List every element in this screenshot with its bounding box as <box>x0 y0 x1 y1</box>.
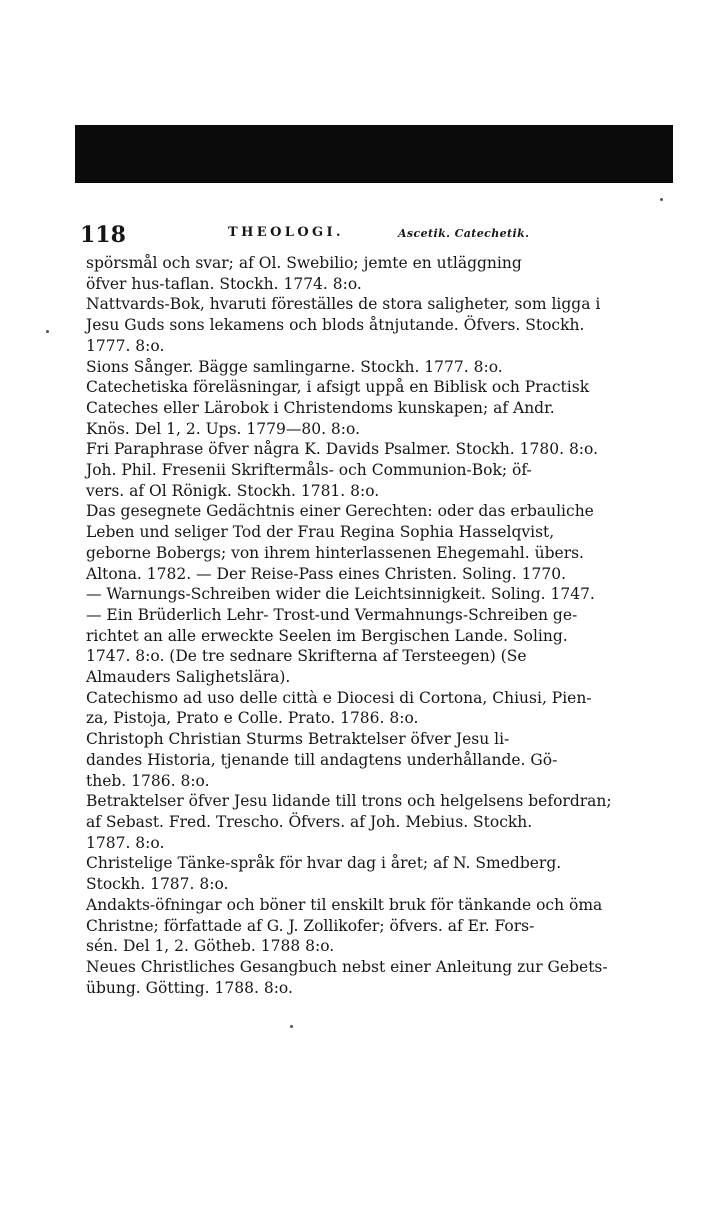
entry-line: Christelige Tänke-språk för hvar dag i året; af N. Smedberg. <box>86 854 562 873</box>
entry-line: Andakts-öfningar och böner til enskilt bruk för tänkande och öma <box>86 895 603 914</box>
bibliography-entry <box>86 853 672 894</box>
entry-line: übung. Götting. 1788. 8:o. <box>86 978 293 997</box>
page-number: 118 <box>80 222 126 248</box>
entry-line: za, Pistoja, Prato e Colle. Prato. 1786. 8:o. <box>86 709 419 728</box>
section-title: THEOLOGI. <box>228 225 344 240</box>
entry-line: theb. 1786. 8:o. <box>86 771 210 790</box>
bibliography-entry <box>86 729 672 791</box>
bibliography-entry <box>86 377 672 439</box>
entry-line: Knös. Del 1, 2. Ups. 1779—80. 8:o. <box>86 419 361 438</box>
entry-line: Jesu Guds sons lekamens och blods åtnjutande. Öfvers. Stockh. <box>86 316 585 335</box>
entry-line: Joh. Phil. Fresenii Skriftermåls- och Communion-Bok; öf- <box>86 461 532 480</box>
entry-line: spörsmål och svar; af Ol. Swebilio; jemte en utläggning <box>86 254 522 272</box>
entry-line: geborne Bobergs; von ihrem hinterlassenen Ehegemahl. übers. <box>86 543 584 562</box>
bibliography-entry <box>86 791 672 853</box>
bibliography-entry <box>86 357 672 378</box>
entry-line: — Warnungs-Schreiben wider die Leichtsinnigkeit. Soling. 1747. <box>86 585 595 604</box>
paper-speck <box>290 1025 293 1028</box>
bibliography-entry <box>86 460 672 501</box>
entry-line: Christne; författade af G. J. Zollikofer; öfvers. af Er. Fors- <box>86 916 535 935</box>
entry-line: richtet an alle erweckte Seelen im Bergischen Lande. Soling. <box>86 626 568 645</box>
entry-line: Cateches eller Lärobok i Christendoms kunskapen; af Andr. <box>86 398 555 417</box>
entry-line: — Ein Brüderlich Lehr- Trost-und Vermahnungs-Schreiben ge- <box>86 605 578 624</box>
entry-line: Betraktelser öfver Jesu lidande till trons och helgelsens befordran; <box>86 792 612 811</box>
entry-line: 1777. 8:o. <box>86 336 165 355</box>
subsection-title: Ascetik. Catechetik. <box>398 227 530 240</box>
bibliography-list <box>86 253 672 998</box>
bibliography-entry <box>86 957 672 998</box>
bibliography-entry <box>86 501 672 687</box>
entry-line: Leben und seliger Tod der Frau Regina Sophia Hasselqvist, <box>86 523 555 542</box>
entry-line: Fri Paraphrase öfver några K. Davids Psalmer. Stockh. 1780. 8:o. <box>86 440 599 459</box>
entry-line: sén. Del 1, 2. Götheb. 1788 8:o. <box>86 937 335 956</box>
entry-line: af Sebast. Fred. Trescho. Öfvers. af Joh. Mebius. Stockh. <box>86 812 533 831</box>
entry-line: dandes Historia, tjenande till andagtens underhållande. Gö- <box>86 750 558 769</box>
bibliography-entry <box>86 253 672 294</box>
entry-line: Christoph Christian Sturms Betraktelser öfver Jesu li- <box>86 730 510 749</box>
entry-line: Almauders Salighetslära). <box>86 668 291 687</box>
entry-line: 1747. 8:o. (De tre sednare Skrifterna af Tersteegen) (Se <box>86 647 527 666</box>
entry-line: öfver hus-taflan. Stockh. 1774. 8:o. <box>86 274 362 293</box>
entry-line: Stockh. 1787. 8:o. <box>86 875 229 894</box>
paper-speck <box>46 330 49 333</box>
entry-line: 1787. 8:o. <box>86 833 165 852</box>
entry-line: vers. af Ol Rönigk. Stockh. 1781. 8:o. <box>86 481 380 500</box>
bibliography-entry <box>86 688 672 729</box>
entry-line: Neues Christliches Gesangbuch nebst einer Anleitung zur Gebets- <box>86 957 608 976</box>
entry-line: Catechismo ad uso delle città e Diocesi di Cortona, Chiusi, Pien- <box>86 688 592 707</box>
entry-line: Catechetiska föreläsningar, i afsigt uppå en Biblisk och Practisk <box>86 378 590 397</box>
entry-line: Das gesegnete Gedächtnis einer Gerechten: oder das erbauliche <box>86 502 594 521</box>
bibliography-entry <box>86 439 672 460</box>
running-header <box>80 218 660 248</box>
paper-speck <box>660 198 663 201</box>
redaction-bar <box>75 125 673 183</box>
bibliography-entry <box>86 895 672 957</box>
bibliography-entry <box>86 294 672 356</box>
entry-line: Nattvards-Bok, hvaruti föreställes de stora saligheter, som ligga i <box>86 295 601 314</box>
entry-line: Altona. 1782. — Der Reise-Pass eines Christen. Soling. 1770. <box>86 564 566 583</box>
entry-line: Sions Sånger. Bägge samlingarne. Stockh. 1777. 8:o. <box>86 357 503 376</box>
